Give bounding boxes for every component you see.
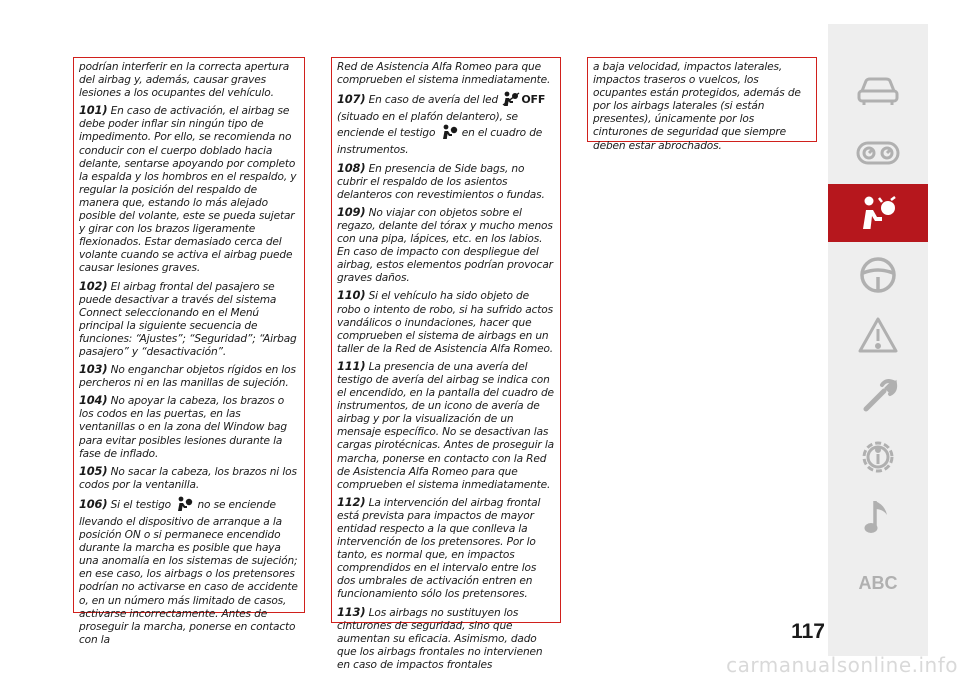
- warning-number: 111): [337, 358, 366, 373]
- text-column-2: [331, 57, 561, 671]
- paragraph-intro: Red de Asistencia Alfa Romeo para que comprueben el sistema inmediatamente.: [337, 61, 551, 87]
- text-column-1: [73, 57, 305, 646]
- off-label: OFF: [521, 93, 546, 107]
- watermark: carmanualsonline.info: [726, 653, 958, 677]
- warning-108: 108) En presencia de Side bags, no cubrir el respaldo de los asientos delanteros con revestimientos o fundas.: [337, 160, 545, 201]
- warning-number: 102): [79, 278, 108, 293]
- sidebar-item-instruments[interactable]: [828, 124, 928, 182]
- abc-text-icon: ABC: [858, 572, 898, 593]
- passenger-airbag-off-icon: [501, 91, 521, 111]
- warning-number: 108): [337, 160, 366, 175]
- warning-107: 107) En caso de avería del led OFF (situado en el plafón delantero), se enciende el testigo en el cuadro de instrumentos.: [337, 92, 546, 157]
- warning-105: 105) No sacar la cabeza, los brazos ni los codos por la ventanilla.: [79, 463, 297, 491]
- sidebar-item-safety[interactable]: [828, 184, 928, 242]
- warning-number: 104): [79, 393, 108, 408]
- airbag-warning-icon: [174, 496, 194, 516]
- sidebar-item-technical-data[interactable]: [828, 428, 928, 486]
- warning-101: 101) En caso de activación, el airbag se debe poder inflar sin ningún tipo de impedimento. Por ello, se recomienda no conducir con el cuerpo doblado hacia delante, sentarse apoyando por completo la espalda y los hombros en el respaldo, y regular la posición del respaldo de manera que, estando lo más alejado posible del volante, este se pueda sujetar y girar con los brazos ligeramente flexionados. Estar demasiado cerca del volante cuando se activa el airbag puede causar lesiones graves.: [79, 103, 297, 275]
- sidebar-item-car[interactable]: [828, 62, 928, 120]
- warning-triangle-icon: [857, 316, 899, 354]
- warning-104: 104) No apoyar la cabeza, los brazos o los codos en las puertas, en las ventanillas o en la zona del Window bag para evitar posibles lesiones durante la fase de inflado.: [79, 393, 287, 460]
- warning-111: 111) La presencia de una avería del testigo de avería del airbag se indica con el encendido, en la pantalla del cuadro de instrumentos, de un icono de avería de airbag y por la visualización de un mensaje específico. No se desactivan las cargas pirotécnicas. Antes de proseguir la marcha, ponerse en contacto con la Red de Asistencia Alfa Romeo para que comprueben el sistema inmediatamente.: [337, 358, 554, 491]
- warning-106: 106) Si el testigo no se enciende llevando el dispositivo de arranque a la posición ON o si permanece encendido durante la marcha es posible que haya una anomalía en los sistemas de sujeción; en ese caso, los airbags o los pretensores podrían no activarse en caso de accidente o, en un número más limitado de casos, activarse incorrectamente. Antes de proseguir la marcha, ponerse en contacto con la: [79, 496, 298, 646]
- car-icon: [856, 75, 900, 107]
- warning-number: 109): [337, 204, 366, 219]
- warning-113: 113) Los airbags no sustituyen los cinturones de seguridad, sino que aumentan su eficacia. Asimismo, dado que los airbags frontales no intervienen en caso de impactos frontales: [337, 604, 543, 671]
- warning-110: 110) Si el vehículo ha sido objeto de robo o intento de robo, si ha sufrido actos vandálicos o inundaciones, hacer que comprueben el sistema de airbags en un taller de la Red de Asistencia Alfa Romeo.: [337, 288, 554, 355]
- warning-102: 102) El airbag frontal del pasajero se puede desactivar a través del sistema Connect seleccionando en el Menú principal la siguiente secuencia de funciones: “Ajustes”; “Seguridad”; “Airbag pasajero” y “desactivación”.: [79, 278, 297, 358]
- music-note-icon: [861, 497, 895, 537]
- warning-number: 112): [337, 494, 366, 509]
- warning-103: 103) No enganchar objetos rígidos en los percheros ni en las manillas de sujeción.: [79, 362, 296, 390]
- warning-number: 103): [79, 362, 108, 377]
- sidebar-item-emergency[interactable]: [828, 306, 928, 364]
- paragraph-intro: podrían interferir en la correcta apertura del airbag y, además, causar graves lesiones a los ocupantes del vehículo.: [79, 61, 290, 100]
- warning-number: 107): [337, 92, 366, 107]
- sidebar-item-index[interactable]: [828, 554, 928, 612]
- instrument-cluster-icon: [856, 139, 900, 167]
- steering-wheel-icon: [858, 255, 898, 295]
- text-column-3: [587, 57, 817, 152]
- sidebar-item-multimedia[interactable]: [828, 488, 928, 546]
- warning-number: 106): [79, 496, 108, 511]
- warning-number: 110): [337, 288, 366, 303]
- airbag-icon: [855, 195, 901, 231]
- warning-112: 112) La intervención del airbag frontal está prevista para impactos de mayor entidad respecto a la que conlleva la intervención de los pretensores. Por lo tanto, es normal que, en impactos comprendidos en el intervalo entre los dos umbrales de activación entren en funcionamiento sólo los pretensores.: [337, 494, 541, 601]
- sidebar-item-driving[interactable]: [828, 246, 928, 304]
- airbag-warning-icon: [439, 124, 459, 144]
- warning-number: 105): [79, 463, 108, 478]
- chapter-sidebar: [828, 24, 928, 656]
- warning-number: 101): [79, 103, 108, 118]
- warning-109: 109) No viajar con objetos sobre el regazo, delante del tórax y mucho menos con una pipa, lápices, etc. en los labios. En caso de impacto con despliegue del airbag, estos elementos podrían provocar graves daños.: [337, 204, 553, 285]
- sidebar-item-maintenance[interactable]: [828, 368, 928, 426]
- warning-number: 113): [337, 604, 366, 619]
- wrench-icon: [858, 377, 898, 417]
- page-number: 117: [791, 620, 825, 643]
- paragraph-continuation: a baja velocidad, impactos laterales, impactos traseros o vuelcos, los ocupantes están protegidos, además de por los airbags laterales (si están presentes), únicamente por los cinturones de seguridad que siempre deben estar abrochados.: [593, 61, 801, 152]
- info-gear-icon: [857, 436, 899, 478]
